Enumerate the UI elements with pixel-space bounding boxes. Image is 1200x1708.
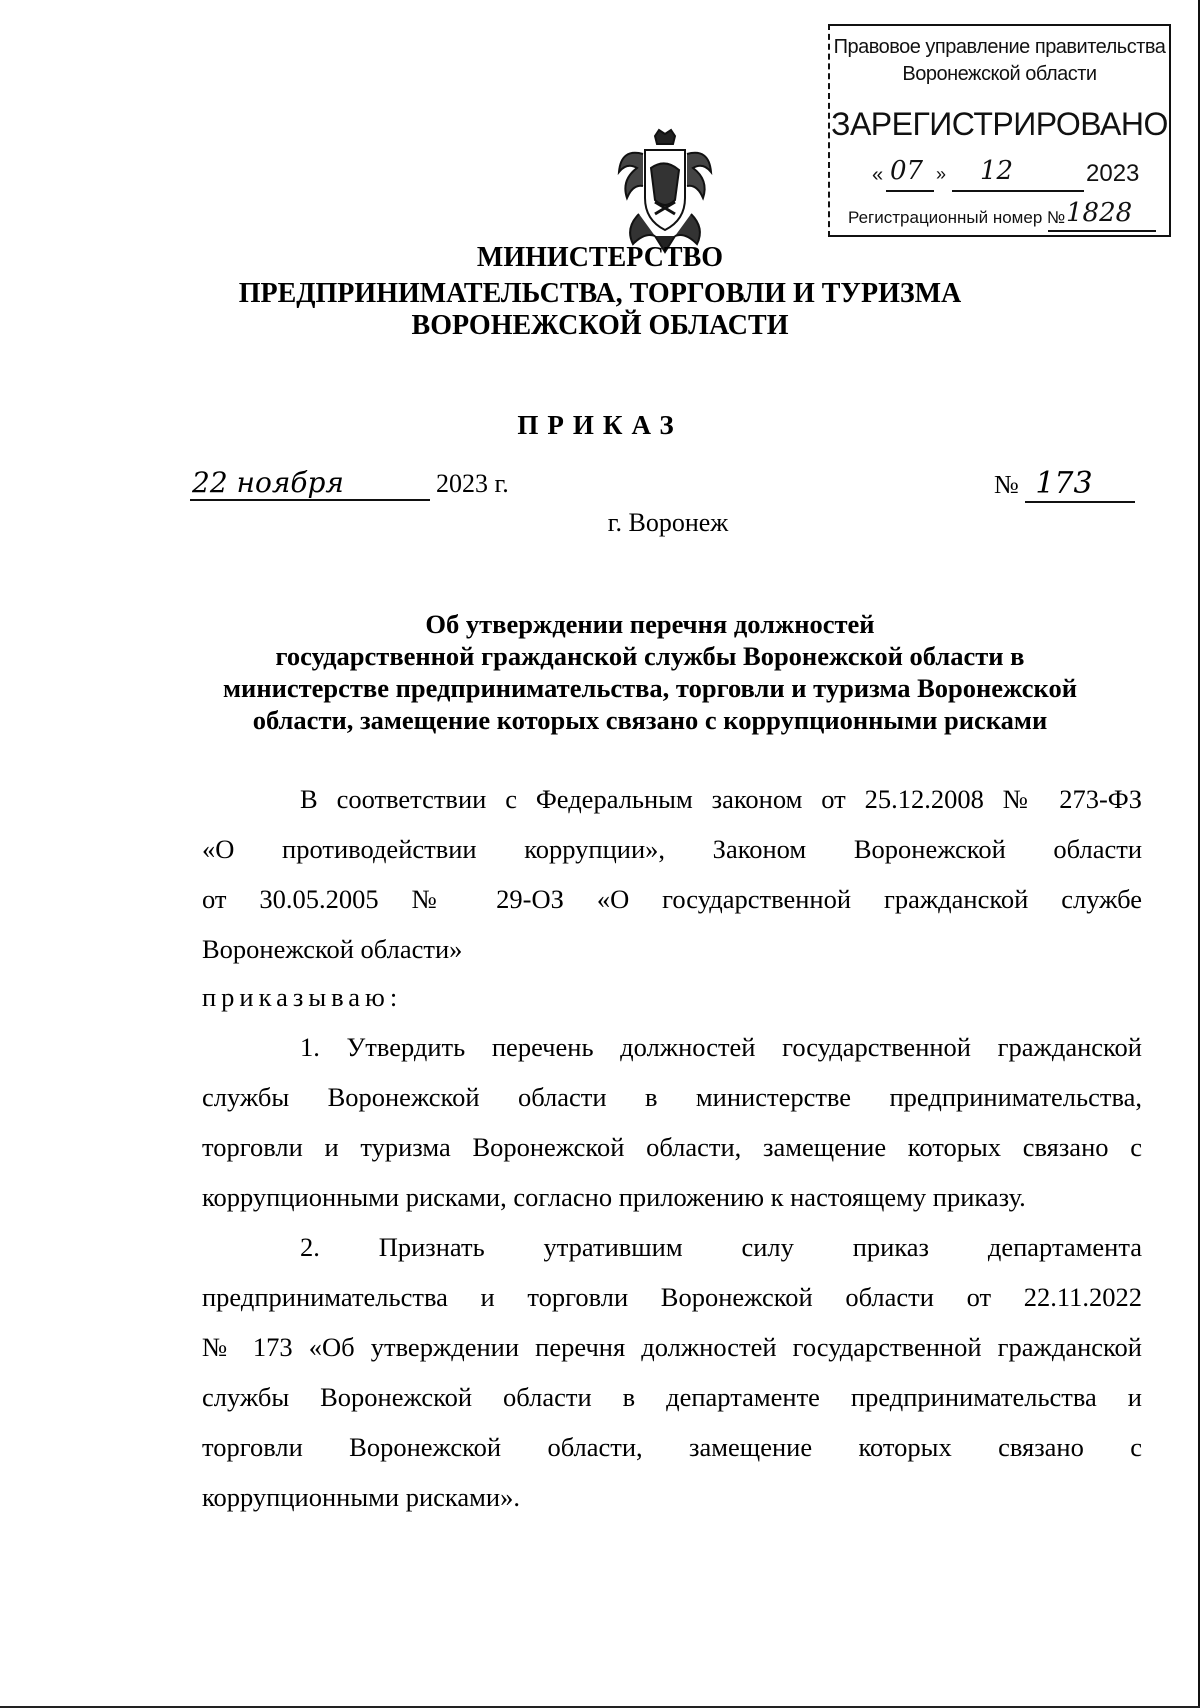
stamp-number-line xyxy=(1048,230,1156,232)
body-line-prikazyvayu: приказываю: xyxy=(202,982,403,1012)
stamp-date-prefix: « xyxy=(872,164,884,186)
body-line: службы Воронежской области в министерстве предпринимательства, xyxy=(202,1082,1142,1112)
order-number xyxy=(994,466,1135,503)
stamp-org-line1: Правовое управление правительства xyxy=(833,36,1166,58)
stamp-date-year: 2023 xyxy=(1086,160,1140,187)
body-line: Воронежской области» xyxy=(202,934,463,964)
stamp-number-row xyxy=(830,198,1169,236)
title-line-4: области, замещение которых связано с коррупционными рисками xyxy=(252,705,1048,735)
stamp-date-month-line xyxy=(952,190,1084,192)
body-line: торговли Воронежской области, замещение которых связано с xyxy=(202,1432,1142,1462)
stamp-number-label: Регистрационный номер № xyxy=(848,208,1066,227)
stamp-date-month: 12 xyxy=(980,156,1014,186)
body-line: от 30.05.2005 № 29-ОЗ «О государственной гражданской службе xyxy=(202,884,1142,914)
body-line: предпринимательства и торговли Воронежской области от 22.11.2022 xyxy=(202,1282,1142,1312)
body-line: 2. Признать утратившим силу приказ департамента xyxy=(300,1232,1142,1262)
coat-of-arms-icon xyxy=(615,128,715,256)
document-type: ПРИКАЗ xyxy=(517,410,683,440)
body-line: «О противодействии коррупции», Законом Воронежской области xyxy=(202,834,1142,864)
registration-stamp xyxy=(828,24,1171,237)
order-year: 2023 г. xyxy=(436,469,509,498)
title-line-1: Об утверждении перечня должностей xyxy=(425,609,875,639)
title-line-3: министерстве предпринимательства, торговли и туризма Воронежской xyxy=(223,673,1077,703)
ministry-line2: ПРЕДПРИНИМАТЕЛЬСТВА, ТОРГОВЛИ И ТУРИЗМА xyxy=(238,278,962,309)
order-date xyxy=(190,466,509,501)
ministry-line3: ВОРОНЕЖСКОЙ ОБЛАСТИ xyxy=(411,310,789,341)
ministry-line1: МИНИСТЕРСТВО xyxy=(476,242,724,273)
body-line: коррупционными рисками, согласно приложению к настоящему приказу. xyxy=(202,1182,1026,1212)
stamp-registered: ЗАРЕГИСТРИРОВАНО xyxy=(831,106,1168,142)
body-line: В соответствии с Федеральным законом от 25.12.2008 № 273-ФЗ xyxy=(300,784,1142,814)
order-date-handwritten: 22 ноября xyxy=(190,466,430,501)
order-number-handwritten: 173 xyxy=(1025,466,1135,503)
body-line: службы Воронежской области в департаменте предпринимательства и xyxy=(202,1382,1142,1412)
order-city: г. Воронеж xyxy=(607,508,729,537)
body-line: № 173 «Об утверждении перечня должностей государственной гражданской xyxy=(202,1332,1142,1362)
body-line: 1. Утвердить перечень должностей государственной гражданской xyxy=(300,1032,1142,1062)
stamp-number-value: 1828 xyxy=(1066,198,1133,228)
stamp-date-row xyxy=(830,156,1169,194)
stamp-date-sep: » xyxy=(936,164,947,184)
stamp-date-day-line xyxy=(886,190,934,192)
body-line: коррупционными рисками». xyxy=(202,1482,520,1512)
stamp-org-line2: Воронежской области xyxy=(902,63,1097,85)
body-line: торговли и туризма Воронежской области, замещение которых связано с xyxy=(202,1132,1142,1162)
stamp-date-day: 07 xyxy=(890,156,924,186)
title-line-2: государственной гражданской службы Воронежской области в xyxy=(275,641,1025,671)
order-number-label: № xyxy=(994,470,1019,499)
